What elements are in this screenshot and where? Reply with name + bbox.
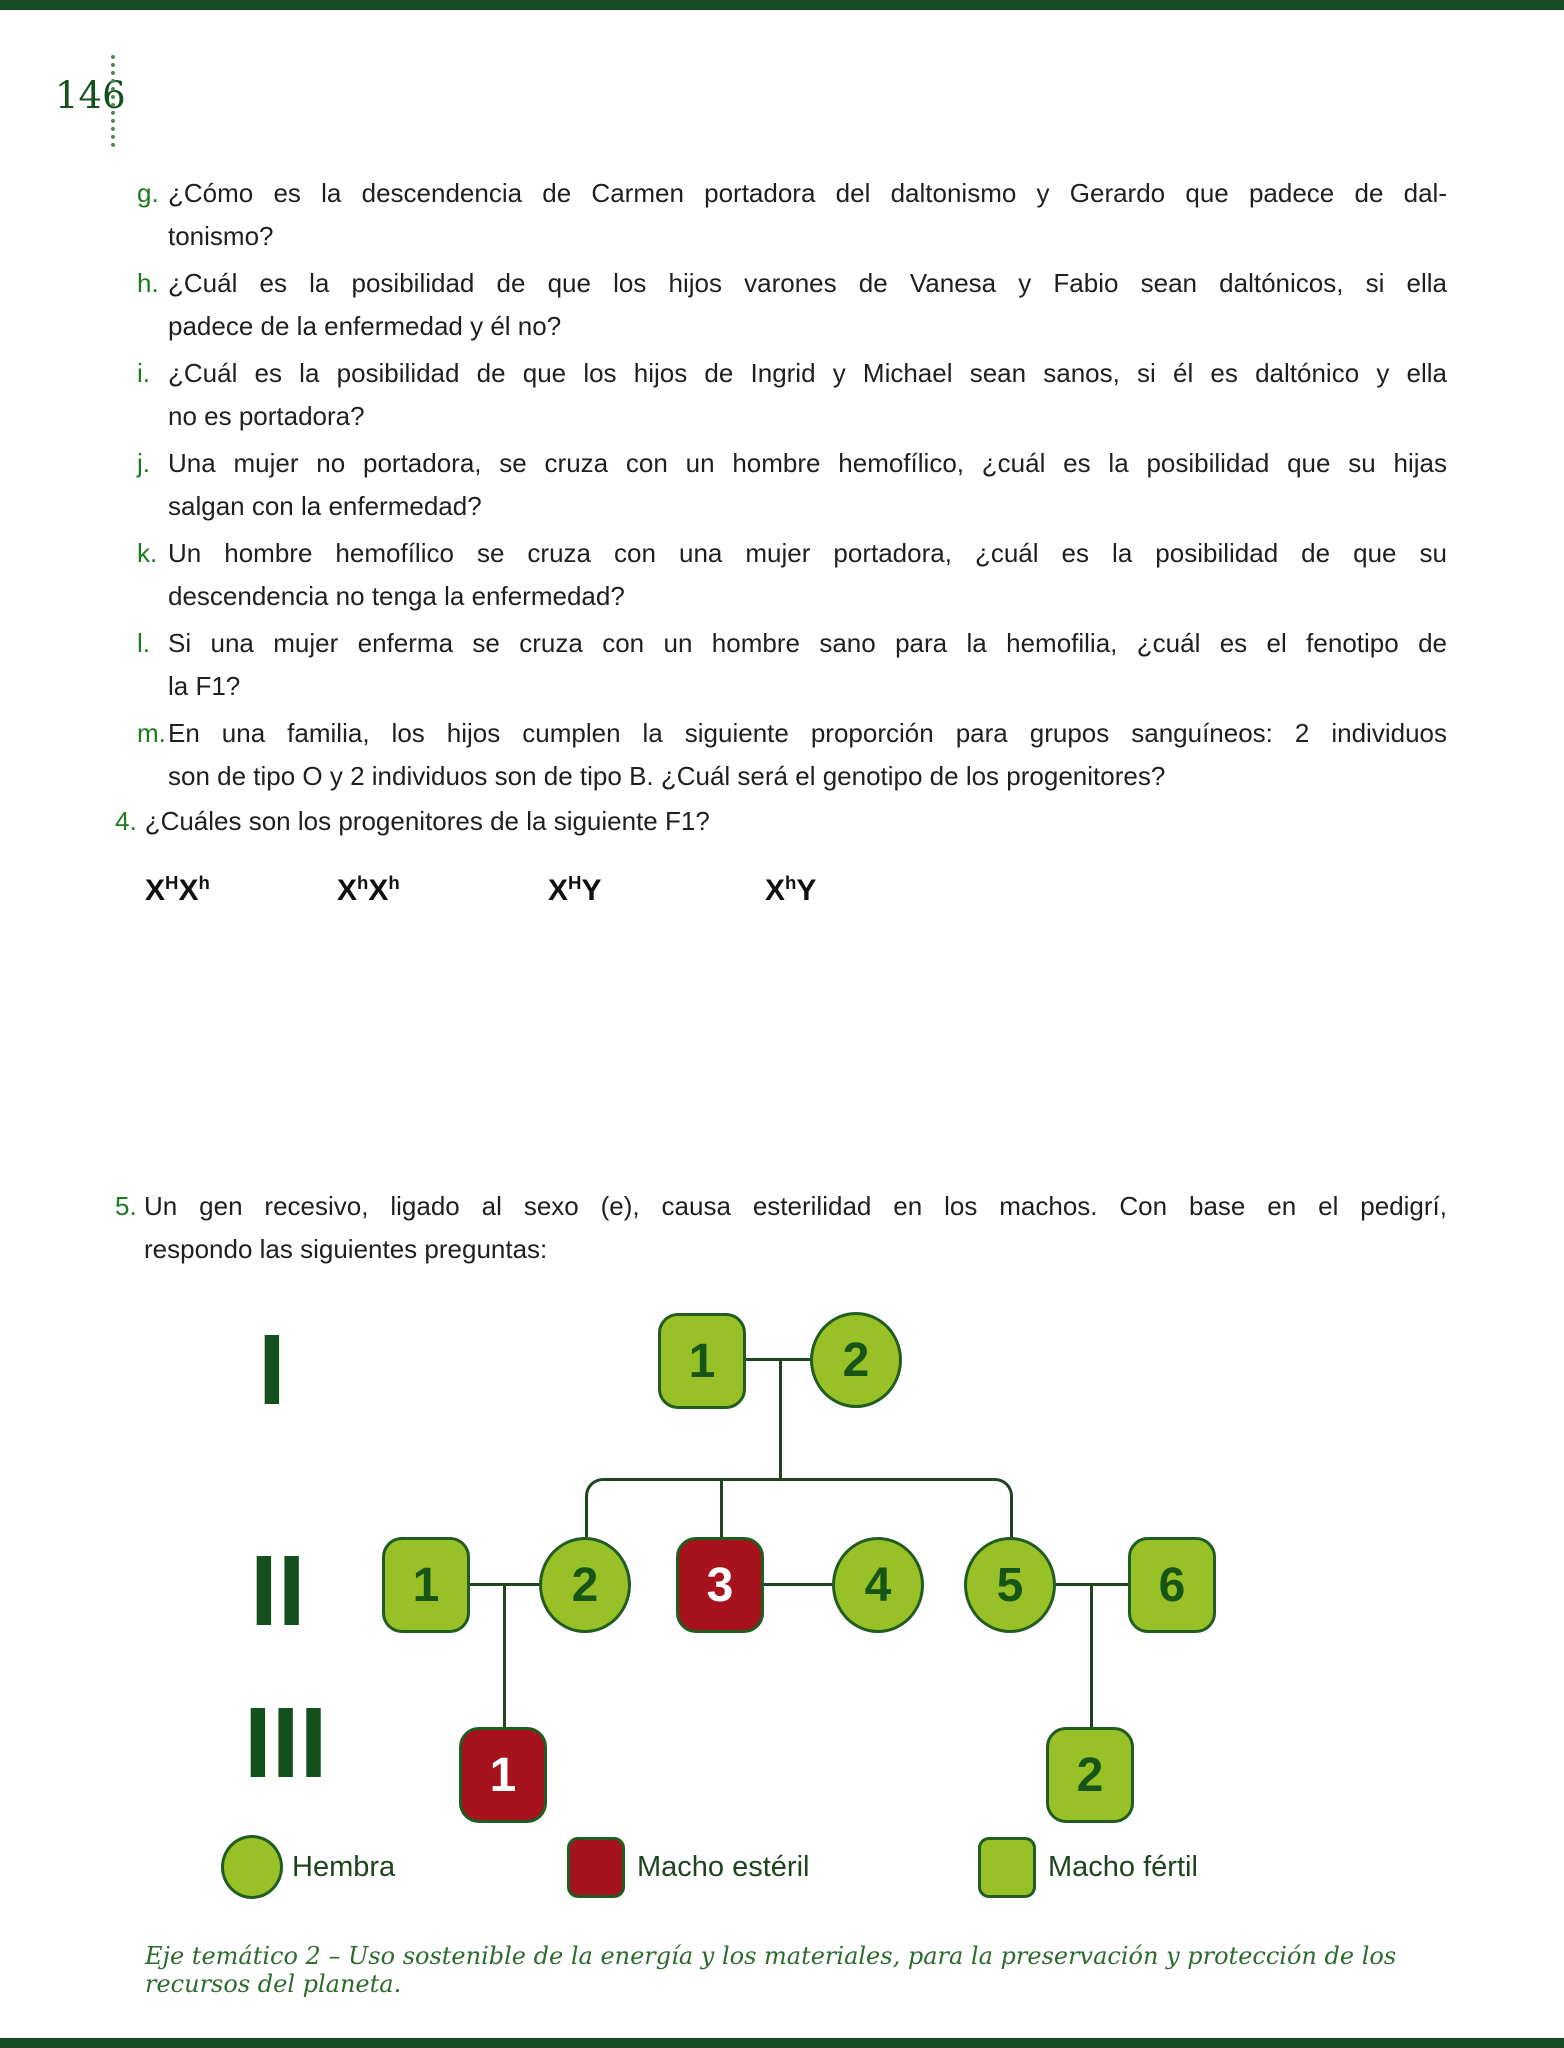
pedigree-generation-II-numeral: II	[250, 1535, 306, 1647]
question-h-line-1: ¿Cuál es la posibilidad de que los hijos varones de Vanesa y Fabio sean daltónicos, si ella	[168, 268, 1447, 298]
question-l-marker: l.	[137, 628, 150, 658]
question-4	[115, 800, 1447, 843]
genotype-1: $X^HX^h$	[145, 872, 210, 907]
question-i	[137, 352, 1447, 438]
question-i-line-1: ¿Cuál es la posibilidad de que los hijos de Ingrid y Michael sean sanos, si él es daltónico y ella	[168, 358, 1447, 388]
question-k	[137, 532, 1447, 618]
page-number-dotted-rule	[111, 55, 115, 147]
pedigree-I-1-square: 1	[658, 1313, 746, 1409]
legend-macho-fertil-square-icon	[978, 1837, 1036, 1898]
top-border-bar	[0, 0, 1564, 10]
question-g-line-2: tonismo?	[168, 221, 274, 251]
pedigree-II-1-square: 1	[382, 1537, 470, 1633]
pedigree-II-5-circle: 5	[964, 1537, 1056, 1633]
pedigree-I-2-circle: 2	[810, 1312, 902, 1408]
question-i-marker: i.	[137, 358, 150, 388]
question-j-line-2: salgan con la enfermedad?	[168, 491, 482, 521]
genotype-4: $X^hY$	[765, 872, 817, 907]
legend-hembra-circle-icon	[221, 1835, 283, 1899]
question-5-line-1: Un gen recesivo, ligado al sexo (e), causa esterilidad en los machos. Con base en el pedigrí,	[144, 1191, 1447, 1221]
pedigree-III-2-square: 2	[1046, 1727, 1134, 1823]
question-h-line-2: padece de la enfermedad y él no?	[168, 311, 562, 341]
question-g-marker: g.	[137, 178, 159, 208]
question-5	[115, 1185, 1447, 1271]
question-l	[137, 622, 1447, 708]
legend-macho-fertil-label: Macho fértil	[1048, 1851, 1198, 1883]
pedigree-spouse-line-II-3-4	[764, 1583, 832, 1586]
question-k-marker: k.	[137, 538, 158, 568]
genotype-3: $X^HY$	[548, 872, 602, 907]
pedigree-sibship-middle-line	[720, 1480, 723, 1537]
pedigree-II-2-circle: 2	[539, 1537, 631, 1633]
pedigree-II-6-square: 6	[1128, 1537, 1216, 1633]
question-list	[137, 172, 1447, 802]
pedigree-descent-line-I	[779, 1361, 782, 1478]
pedigree-descent-line-III-1	[503, 1586, 506, 1727]
question-g	[137, 172, 1447, 258]
question-h	[137, 262, 1447, 348]
question-k-line-2: descendencia no tenga la enfermedad?	[168, 581, 625, 611]
question-4-text: ¿Cuáles son los progenitores de la siguiente F1?	[144, 806, 710, 836]
question-5-marker: 5.	[115, 1191, 137, 1221]
pedigree-sibship-bracket	[585, 1478, 1013, 1537]
page-number: 146	[55, 74, 126, 117]
pedigree-II-3-square-sterile: 3	[676, 1537, 764, 1633]
question-5-line-2: respondo las siguientes preguntas:	[144, 1234, 548, 1264]
bottom-border-bar	[0, 2038, 1564, 2048]
footer-text: Eje temático 2 – Uso sostenible de la energía y los materiales, para la preservación y protección de los recursos del planeta.	[145, 1942, 1397, 1998]
question-i-line-2: no es portadora?	[168, 401, 365, 431]
question-m-line-1: En una familia, los hijos cumplen la siguiente proporción para grupos sanguíneos: 2 individuos	[168, 718, 1447, 748]
question-m-marker: m.	[137, 718, 166, 748]
legend-macho-esteril-label: Macho estéril	[637, 1851, 810, 1883]
legend-macho-esteril-square-icon	[567, 1837, 625, 1898]
question-j	[137, 442, 1447, 528]
question-g-line-1: ¿Cómo es la descendencia de Carmen portadora del daltonismo y Gerardo que padece de dal-	[168, 178, 1447, 208]
pedigree-generation-I-numeral: I	[258, 1314, 286, 1426]
question-m-line-2: son de tipo O y 2 individuos son de tipo B. ¿Cuál será el genotipo de los progenitores?	[168, 761, 1166, 791]
question-4-marker: 4.	[115, 806, 137, 836]
pedigree-descent-line-III-2	[1090, 1586, 1093, 1727]
question-l-line-1: Si una mujer enferma se cruza con un hombre sano para la hemofilia, ¿cuál es el fenotipo de	[168, 628, 1447, 658]
question-h-marker: h.	[137, 268, 159, 298]
question-m	[137, 712, 1447, 798]
question-k-line-1: Un hombre hemofílico se cruza con una mujer portadora, ¿cuál es la posibilidad de que su	[168, 538, 1447, 568]
question-j-marker: j.	[137, 448, 150, 478]
genotype-2: $X^hX^h$	[337, 872, 400, 907]
legend-hembra-label: Hembra	[292, 1851, 396, 1883]
pedigree-III-1-square-sterile: 1	[459, 1727, 547, 1823]
question-5-wrap	[115, 1185, 1447, 1271]
pedigree-spouse-line-I	[746, 1358, 810, 1361]
pedigree-II-4-circle: 4	[832, 1537, 924, 1633]
question-l-line-2: la F1?	[168, 671, 241, 701]
pedigree-generation-III-numeral: III	[244, 1687, 328, 1799]
question-j-line-1: Una mujer no portadora, se cruza con un hombre hemofílico, ¿cuál es la posibilidad que su hijas	[168, 448, 1447, 478]
